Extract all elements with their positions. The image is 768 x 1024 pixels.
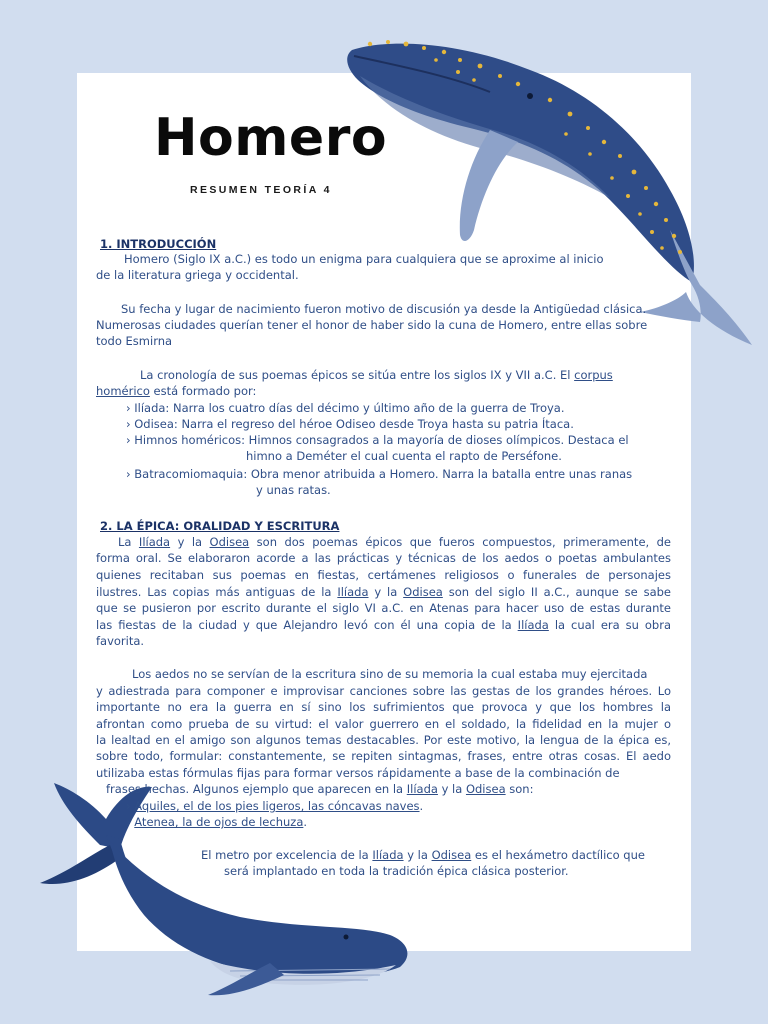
list-item-batracomiomaquia-cont: y unas ratas. xyxy=(256,483,331,497)
intro-p1-line-2: de la literatura griega y occidental. xyxy=(96,268,299,282)
iliada-term: Ilíada xyxy=(337,585,369,599)
epica-p1-line-6: las fiestas de la ciudad y que Alejandro levó con él una copia de la Ilíada la cual era su obra xyxy=(96,618,671,632)
example-atenea: Atenea, la de ojos de lechuza xyxy=(134,815,304,829)
example-item-1: › Aquiles, el de los pies ligeros, las cóncavas naves. xyxy=(126,799,424,813)
epica-p3-line-1: El metro por excelencia de la Ilíada y la Odisea es el hexámetro dactílico que xyxy=(201,848,645,862)
intro-p2-line-2: Numerosas ciudades querían tener el honor de haber sido la cuna de Homero, entre ellas sobre xyxy=(96,318,648,332)
corpus-term: corpus xyxy=(574,368,613,382)
odisea-term: Odisea xyxy=(431,848,472,862)
epica-p2-line-5: la lealtad en el amigo son algunos temas destacables. Por este motivo, la lengua de la épica es, xyxy=(96,733,671,747)
section-heading-epica: 2. LA ÉPICA: ORALIDAD Y ESCRITURA xyxy=(100,519,340,533)
intro-p1-line-1: Homero (Siglo IX a.C.) es todo un enigma para cualquiera que se aproxime al inicio xyxy=(124,252,604,266)
list-item-batracomiomaquia: › Batracomiomaquia: Obra menor atribuida a Homero. Narra la batalla entre unas ranas xyxy=(126,467,633,481)
epica-p1-line-1: La Ilíada y la Odisea son dos poemas épicos que fueros compuestos, primeramente, de xyxy=(118,535,672,549)
epica-p1-line-5: que se pusieron por escrito durante el siglo VI a.C. en Atenas para hacer uso de estas durante xyxy=(96,601,671,615)
section-heading-introduccion: 1. INTRODUCCIÓN xyxy=(100,237,217,251)
intro-p3-text: La cronología de sus poemas épicos se sitúa entre los siglos IX y VII a.C. El xyxy=(140,368,571,382)
intro-p3-text-end: está formado por: xyxy=(149,384,257,398)
whale-eye xyxy=(344,935,349,940)
epica-p2-line-4: afrontan como prueba de su virtud: el valor guerrero en el soldado, la fidelidad en la mujer o xyxy=(96,717,671,731)
epica-p1-line-4: ilustres. Las copias más antiguas de la Ilíada y la Odisea son del siglo II a.C., aunque se sabe xyxy=(96,585,671,599)
intro-p2-line-1: Su fecha y lugar de nacimiento fueron motivo de discusión ya desde la Antigüedad clásica. xyxy=(121,302,647,316)
epica-p2-line-2: y adiestrada para componer e improvisar canciones sobre las gestas de los grandes héroes. Lo xyxy=(96,684,671,698)
epica-p2-line-1: Los aedos no se servían de la escritura sino de su memoria la cual estaba muy ejercitada xyxy=(132,667,648,681)
intro-p3-line-2 xyxy=(96,383,256,399)
iliada-term: Ilíada xyxy=(372,848,404,862)
iliada-term: Ilíada xyxy=(406,782,438,796)
epica-p2-line-3: importante no era la guerra en sí sino los sufrimientos que provoca y que los hombres la xyxy=(96,700,671,714)
epica-p1-line-3: quienes recitaban sus poemas en fiestas, certámenes religiosos o funerales de personajes xyxy=(96,568,671,582)
example-item-2: › Atenea, la de ojos de lechuza. xyxy=(126,815,308,829)
list-item-himnos-cont: himno a Deméter el cual cuenta el rapto de Perséfone. xyxy=(246,449,562,463)
epica-p1-line-7: favorita. xyxy=(96,634,145,648)
example-aquiles: Aquiles, el de los pies ligeros, las cóncavas naves xyxy=(134,799,420,813)
epica-p3-line-2: será implantado en toda la tradición épica clásica posterior. xyxy=(224,864,569,878)
epica-p2-line-7: utilizaba estas fórmulas fijas para formar versos rápidamente a base de la combinación de xyxy=(96,766,620,780)
whale-eye xyxy=(527,93,533,99)
intro-p3-line-1 xyxy=(140,367,613,383)
iliada-term: Ilíada xyxy=(517,618,549,632)
epica-p2-line-6: sobre todo, formular: constantemente, se repiten sintagmas, frases, entre otras cosas. El aedo xyxy=(96,749,671,763)
epica-p1-line-2: forma oral. Se elaboraron acorde a las prácticas y técnicas de los aedos o poetas ambulantes xyxy=(96,551,671,565)
list-item-iliada: › Ilíada: Narra los cuatro días del décimo y último año de la guerra de Troya. xyxy=(126,401,565,415)
list-item-himnos: › Himnos homéricos: Himnos consagrados a la mayoría de dioses olímpicos. Destaca el xyxy=(126,433,629,447)
intro-p2-line-3: todo Esmirna xyxy=(96,334,173,348)
page-subtitle: RESUMEN TEORÍA 4 xyxy=(190,184,332,196)
iliada-term: Ilíada xyxy=(138,535,171,549)
odisea-term: Odisea xyxy=(403,585,443,599)
whale-body xyxy=(347,44,694,282)
list-item-odisea: › Odisea: Narra el regreso del héroe Odiseo desde Troya hasta su patria Ítaca. xyxy=(126,417,574,431)
epica-p2-line-8: frases hechas. Algunos ejemplo que aparecen en la Ilíada y la Odisea son: xyxy=(106,782,534,796)
whale-fin xyxy=(460,130,518,241)
odisea-term: Odisea xyxy=(465,782,506,796)
page-title: Homero xyxy=(154,108,388,168)
homerico-term: homérico xyxy=(96,384,150,398)
odisea-term: Odisea xyxy=(209,535,250,549)
